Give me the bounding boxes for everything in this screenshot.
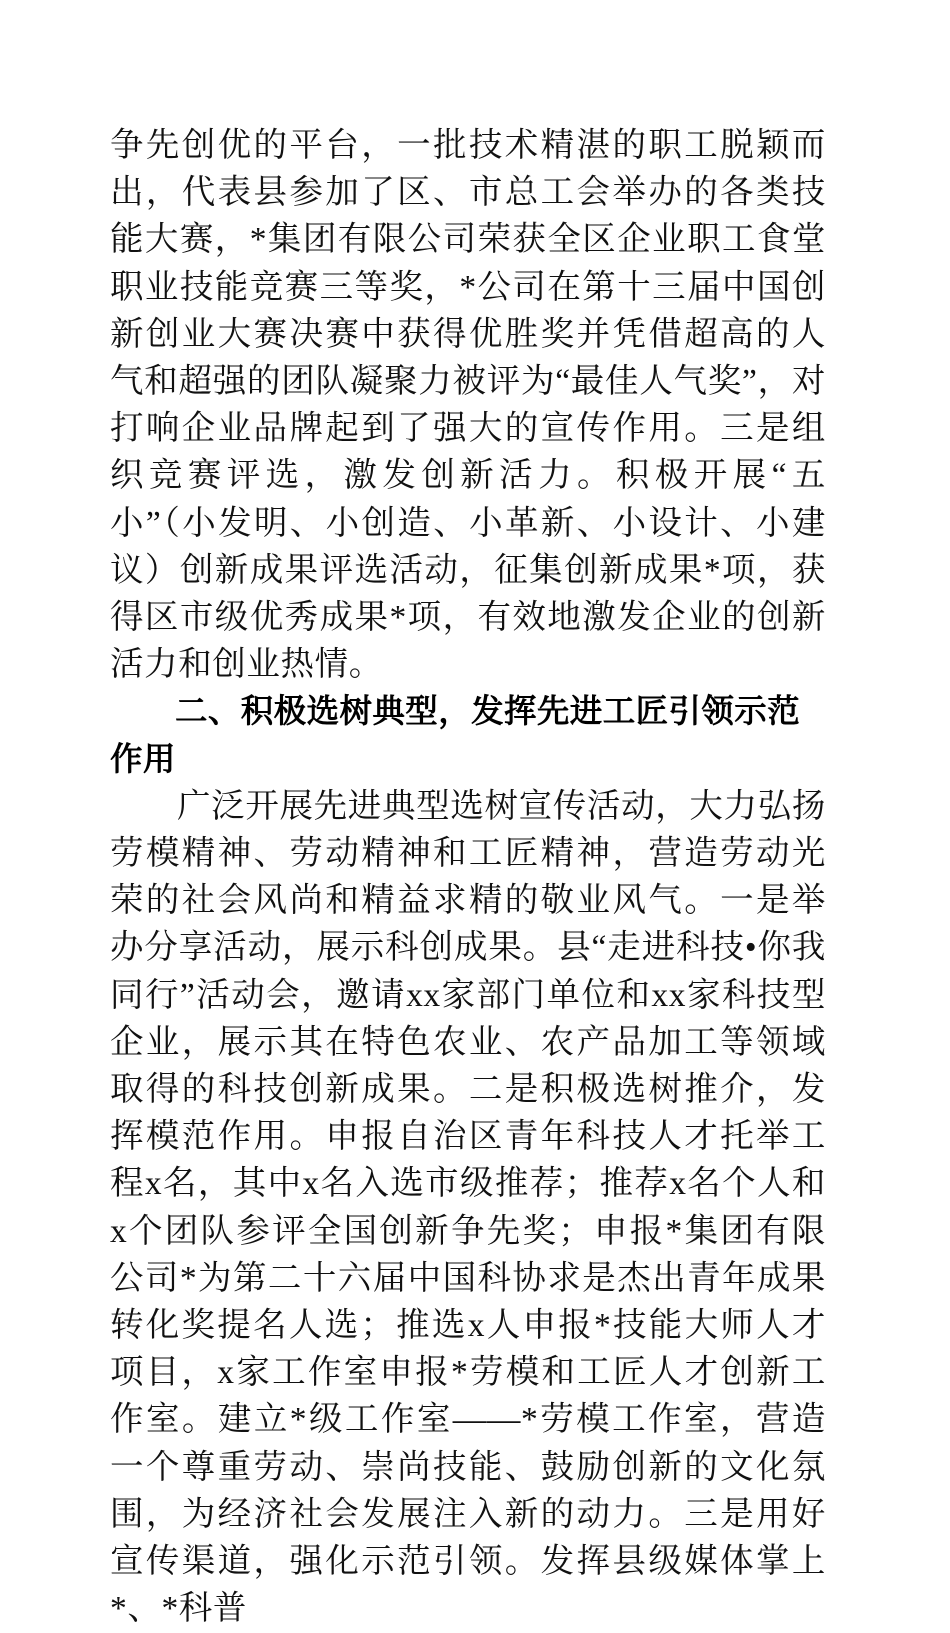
paragraph-section-two-body: 广泛开展先进典型选树宣传活动，大力弘扬劳模精神、劳动精神和工匠精神，营造劳动光荣的社会风尚和精益求精的敬业风气。一是举办分享活动，展示科创成果。县“走进科技•你我同行”活动会，邀请xx家部门单位和xx家科技型企业，展示其在特色农业、农产品加工等领域取得的科技创新成果。二是积极选树推介，发挥模范作用。申报自治区青年科技人才托举工程x名，其中x名入选市级推荐；推荐x名个人和x个团队参评全国创新争先奖；申报*集团有限公司*为第二十六届中国科协求是杰出青年成果转化奖提名人选；推选x人申报*技能大师人才项目，x家工作室申报*劳模和工匠人才创新工作室。建立*级工作室——*劳模工作室，营造一个尊重劳动、崇尚技能、鼓励创新的文化氛围，为经济社会发展注入新的动力。三是用好宣传渠道，强化示范引领。发挥县级媒体掌上*、*科普	[110, 787, 826, 1628]
document-text-body	[110, 122, 826, 1633]
paragraph-continued-from-previous-page: 争先创优的平台，一批技术精湛的职工脱颖而出，代表县参加了区、市总工会举办的各类技能大赛，*集团有限公司荣获全区企业职工食堂职业技能竞赛三等奖，*公司在第十三届中国创新创业大赛决赛中获得优胜奖并凭借超高的人气和超强的团队凝聚力被评为“最佳人气奖”，对打响企业品牌起到了强大的宣传作用。三是组织竞赛评选，激发创新活力。积极开展“五小”（小发明、小创造、小革新、小设计、小建议）创新成果评选活动，征集创新成果*项，获得区市级优秀成果*项，有效地激发企业的创新活力和创业热情。	[110, 127, 826, 684]
section-heading-two: 二、积极选树典型，发挥先进工匠引领示范作用	[110, 692, 801, 778]
